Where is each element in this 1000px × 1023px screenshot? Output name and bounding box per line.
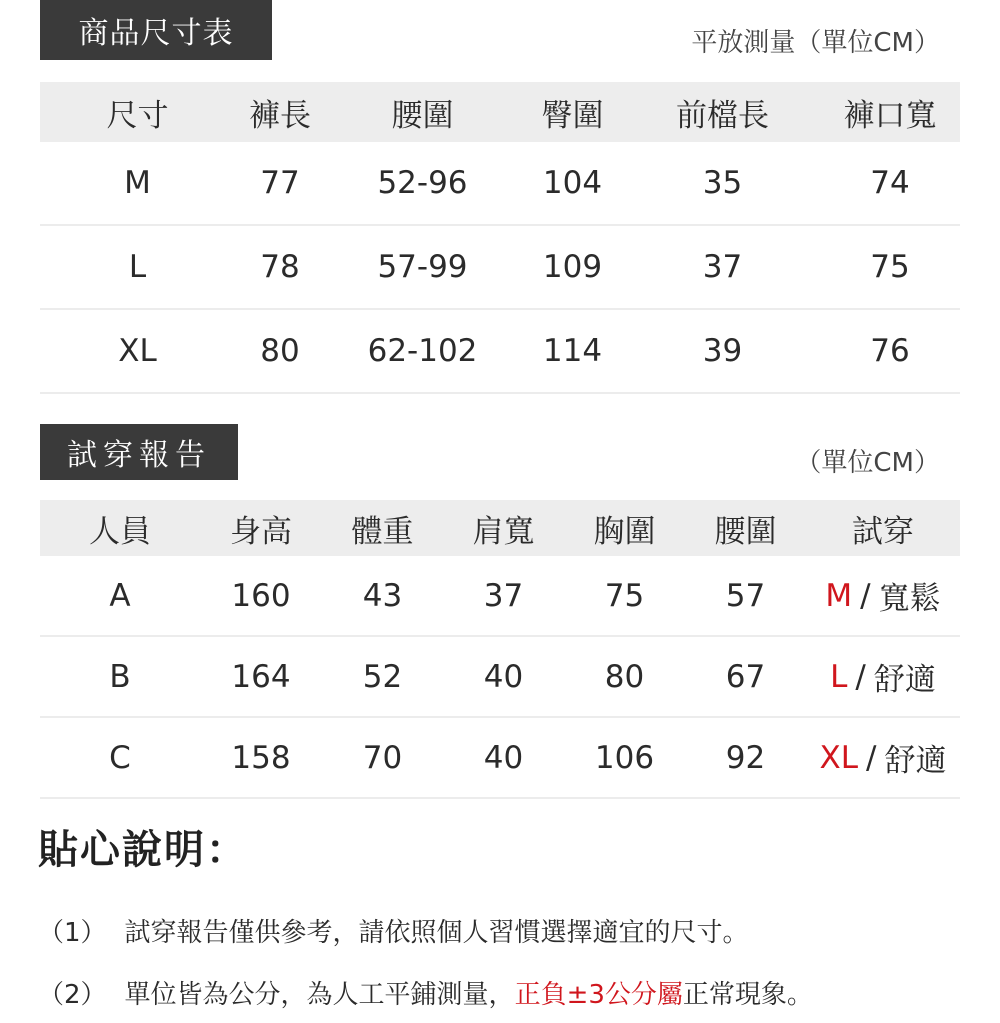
fit-separator: /	[860, 577, 871, 614]
person-cell: C	[109, 739, 131, 776]
note-text: 單位皆為公分，為人工平鋪測量，	[124, 979, 515, 1010]
size-chart-unit-note: 平放測量（單位CM）	[691, 28, 940, 58]
size-header-cell: 尺寸	[106, 97, 169, 134]
chest-cell: 75	[604, 577, 645, 614]
height-cell: 164	[231, 658, 291, 695]
table-row	[40, 142, 960, 226]
waist-cell: 57	[725, 577, 766, 614]
fit-header-cell: 試穿	[852, 513, 914, 550]
shoulder-cell: 40	[483, 658, 524, 695]
table-row	[40, 556, 960, 637]
fit-size-label: XL	[819, 739, 859, 776]
size-header-cell: 前檔長	[676, 97, 769, 134]
fit-header-cell: 肩寬	[472, 513, 535, 550]
fit-result-cell	[806, 637, 960, 716]
person-cell: B	[109, 658, 131, 695]
fit-feel-label: 舒適	[884, 743, 947, 779]
waist-cell: 67	[725, 658, 766, 695]
chest-cell: 106	[594, 739, 655, 776]
fit-feel-label: 舒適	[873, 662, 936, 698]
size-chart-table	[40, 82, 960, 394]
size-header-cell: 褲口寬	[843, 97, 937, 134]
note-text-after: 正常現象。	[682, 979, 813, 1010]
table-cell: 74	[870, 165, 910, 201]
table-cell: 35	[702, 165, 743, 201]
weight-cell: 52	[362, 658, 403, 695]
table-cell: 39	[702, 333, 743, 369]
fit-result-cell	[806, 718, 960, 797]
shoulder-cell: 40	[483, 739, 524, 776]
fit-header-cell: 胸圍	[593, 513, 656, 550]
fit-report-table	[40, 500, 960, 799]
note-highlight: 正負±3公分屬	[514, 979, 683, 1010]
table-cell: 75	[870, 249, 910, 285]
fit-size-label: M	[825, 577, 853, 614]
notes-section	[38, 818, 968, 1023]
table-cell: 37	[702, 249, 743, 285]
fit-separator: /	[855, 658, 866, 695]
table-cell: 62-102	[367, 333, 478, 369]
size-header-cell: 臀圍	[541, 97, 604, 134]
table-row	[40, 637, 960, 718]
size-label-cell: L	[128, 249, 147, 285]
fit-header-cell: 腰圍	[714, 513, 777, 550]
fit-report-tag: 試穿報告	[40, 424, 238, 480]
waist-cell: 92	[725, 739, 766, 776]
table-row	[40, 226, 960, 310]
shoulder-cell: 37	[483, 577, 524, 614]
note-item	[38, 961, 968, 1023]
notes-title: 貼心說明：	[38, 827, 248, 873]
table-cell: 78	[260, 249, 300, 285]
table-cell: 104	[542, 165, 603, 201]
table-cell: 114	[542, 333, 603, 369]
size-header-cell: 褲長	[249, 97, 311, 134]
fit-header-cell: 體重	[351, 513, 414, 550]
size-label-cell: M	[124, 165, 151, 201]
table-row	[40, 310, 960, 394]
note-number: （2）	[38, 979, 107, 1010]
fit-feel-label: 寬鬆	[878, 581, 941, 617]
fit-separator: /	[866, 739, 877, 776]
size-label-cell: XL	[118, 333, 157, 369]
note-number: （1）	[38, 917, 107, 948]
table-cell: 76	[870, 333, 910, 369]
size-chart-tag: 商品尺寸表	[40, 0, 272, 60]
table-row	[40, 718, 960, 799]
chest-cell: 80	[604, 658, 645, 695]
height-cell: 158	[231, 739, 291, 776]
table-cell: 80	[260, 333, 300, 369]
table-cell: 52-96	[377, 165, 468, 201]
size-header-cell: 腰圍	[391, 97, 454, 134]
fit-result-cell	[806, 556, 960, 635]
note-item	[38, 899, 968, 961]
weight-cell: 43	[362, 577, 403, 614]
table-cell: 77	[260, 165, 300, 201]
fit-header-cell: 人員	[89, 513, 151, 550]
table-cell: 57-99	[377, 249, 468, 285]
fit-header-cell: 身高	[230, 513, 292, 550]
table-cell: 109	[542, 249, 603, 285]
weight-cell: 70	[362, 739, 403, 776]
fit-report-unit-note: （單位CM）	[795, 448, 940, 478]
person-cell: A	[109, 577, 131, 614]
height-cell: 160	[231, 577, 291, 614]
fit-size-label: L	[830, 658, 848, 695]
size-chart-header-row	[40, 82, 960, 142]
note-text: 試穿報告僅供參考，請依照個人習慣選擇適宜的尺寸。	[124, 917, 749, 948]
fit-report-header-row	[40, 500, 960, 556]
